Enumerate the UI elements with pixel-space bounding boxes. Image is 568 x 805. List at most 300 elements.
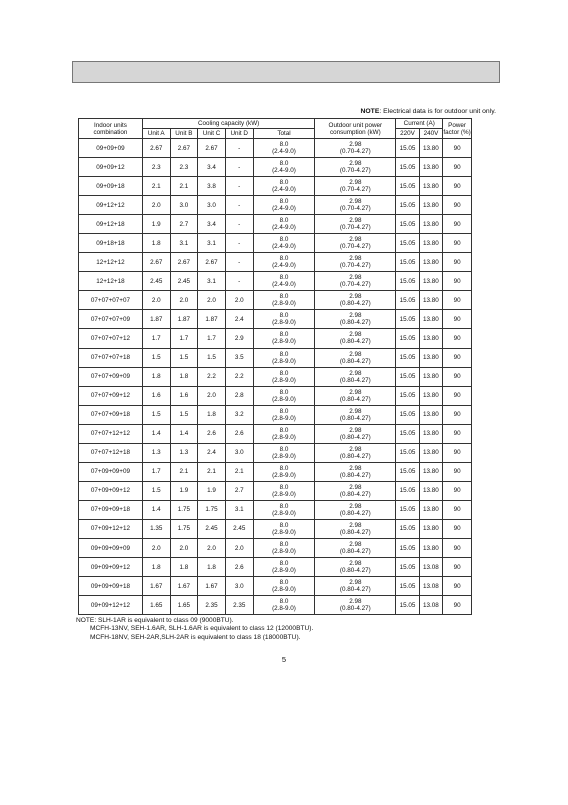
cell-combination xyxy=(79,196,143,215)
cell-current-240v-value: 13.80 xyxy=(423,544,439,552)
cell-unit-d xyxy=(225,443,253,462)
cell-current-220v-value: 15.05 xyxy=(399,144,416,152)
cell-current-240v xyxy=(419,481,442,500)
cell-power-factor-value: 90 xyxy=(453,239,461,247)
cell-unit-b xyxy=(170,139,198,158)
cell-current-240v-value: 13.80 xyxy=(423,468,439,476)
cell-current-240v xyxy=(419,443,442,462)
cell-power-factor-value: 90 xyxy=(453,144,461,152)
cell-current-220v xyxy=(396,424,419,443)
cell-power-consumption-value: (0.80-4.27) xyxy=(339,452,371,460)
header-cooling-capacity: Cooling capacity (kW) xyxy=(142,119,315,129)
cell-unit-a xyxy=(142,405,170,424)
cooling-capacity-table xyxy=(78,118,472,615)
cell-total-value: 8.0 xyxy=(279,579,289,587)
cell-current-220v xyxy=(396,443,419,462)
cell-total-value: (2.8-9.0) xyxy=(272,586,296,594)
cell-power-consumption-value: 2.98 xyxy=(349,350,362,358)
cell-power-consumption xyxy=(315,577,396,596)
cell-unit-d xyxy=(225,348,253,367)
cell-combination xyxy=(79,158,143,177)
cell-unit-c xyxy=(198,329,226,348)
cell-current-240v-value: 13.80 xyxy=(423,525,439,533)
cell-unit-d-value: - xyxy=(238,144,241,152)
table-row xyxy=(79,367,472,386)
electrical-note-text: : Electrical data is for outdoor unit only. xyxy=(379,108,496,115)
cell-current-220v xyxy=(396,462,419,481)
cell-unit-d xyxy=(225,253,253,272)
cell-unit-a-value: 1.6 xyxy=(151,392,161,400)
cell-power-factor-value: 90 xyxy=(453,296,461,304)
cell-unit-c-value: 3.1 xyxy=(207,277,216,285)
cell-combination xyxy=(79,329,143,348)
cell-power-consumption-value: (0.70-4.27) xyxy=(339,262,371,270)
cell-total-value: 8.0 xyxy=(279,312,289,320)
cell-unit-d-value: - xyxy=(238,182,241,190)
cell-unit-c-value: 1.8 xyxy=(207,411,216,419)
cell-current-220v-value: 15.05 xyxy=(399,354,416,362)
header-combination: Indoor units combination xyxy=(79,119,143,139)
cell-power-factor xyxy=(443,596,472,615)
cell-power-consumption-value: (0.80-4.27) xyxy=(339,490,371,498)
cell-unit-a-value: 1.5 xyxy=(151,411,161,419)
cell-combination xyxy=(79,424,143,443)
cell-unit-c-value: 2.0 xyxy=(207,544,216,552)
cell-current-220v-value: 15.05 xyxy=(399,258,416,266)
cell-total xyxy=(253,348,315,367)
cell-current-220v-value: 15.05 xyxy=(399,373,416,381)
cell-unit-a-value: 1.8 xyxy=(151,239,161,247)
cell-combination-value: 07+09+12+12 xyxy=(90,525,130,533)
cell-unit-d-value: - xyxy=(238,239,241,247)
cell-power-factor-value: 90 xyxy=(453,468,461,476)
footnote-line: NOTE: SLH-1AR is equivalent to class 09 (9000BTU). xyxy=(76,617,234,624)
cell-unit-d-value: - xyxy=(238,258,241,266)
cell-combination xyxy=(79,519,143,538)
cell-power-factor xyxy=(443,158,472,177)
cell-total xyxy=(253,310,315,329)
cell-unit-b xyxy=(170,386,198,405)
cell-unit-c xyxy=(198,234,226,253)
cell-power-consumption-value: 2.98 xyxy=(349,598,362,606)
cell-current-220v xyxy=(396,386,419,405)
cell-total-value: 8.0 xyxy=(279,445,289,453)
cell-combination xyxy=(79,367,143,386)
cell-power-consumption xyxy=(315,215,396,234)
cell-current-240v xyxy=(419,462,442,481)
cell-power-factor xyxy=(443,291,472,310)
cell-current-220v xyxy=(396,519,419,538)
cell-power-consumption xyxy=(315,158,396,177)
cell-unit-d-value: 2.0 xyxy=(234,544,244,552)
cell-unit-d xyxy=(225,558,253,577)
cell-total-value: (2.8-9.0) xyxy=(272,452,296,460)
cell-total-value: 8.0 xyxy=(279,407,289,415)
cell-power-consumption xyxy=(315,462,396,481)
cell-combination xyxy=(79,405,143,424)
cell-total-value: 8.0 xyxy=(279,198,289,206)
cell-power-consumption-value: (0.80-4.27) xyxy=(339,414,371,422)
cell-power-factor-value: 90 xyxy=(453,315,461,323)
cell-current-240v xyxy=(419,367,442,386)
cell-combination-value: 07+07+07+12 xyxy=(90,334,130,342)
cell-unit-d xyxy=(225,424,253,443)
cell-combination-value: 09+12+12 xyxy=(96,201,125,209)
cell-current-240v-value: 13.80 xyxy=(423,144,439,152)
cell-unit-d xyxy=(225,329,253,348)
cell-current-240v-value: 13.80 xyxy=(423,430,439,438)
cell-unit-c xyxy=(198,596,226,615)
cell-current-220v-value: 15.05 xyxy=(399,296,416,304)
cell-power-factor-value: 90 xyxy=(453,544,461,552)
cell-unit-b-value: 1.67 xyxy=(177,582,191,590)
cell-total xyxy=(253,234,315,253)
cell-power-factor-value: 90 xyxy=(453,430,461,438)
cell-unit-b-value: 1.75 xyxy=(177,506,191,514)
cell-unit-b-value: 1.6 xyxy=(179,392,189,400)
cell-unit-c xyxy=(198,386,226,405)
cell-combination xyxy=(79,500,143,519)
header-unit-c: Unit C xyxy=(198,129,226,139)
cell-power-consumption xyxy=(315,424,396,443)
cell-current-220v xyxy=(396,177,419,196)
cell-unit-c xyxy=(198,291,226,310)
cell-current-240v xyxy=(419,558,442,577)
cell-power-factor-value: 90 xyxy=(453,277,461,285)
cell-current-220v-value: 15.05 xyxy=(399,506,416,514)
cell-unit-d-value: 2.4 xyxy=(234,315,244,323)
cell-current-220v-value: 15.05 xyxy=(399,392,416,400)
cell-power-factor-value: 90 xyxy=(453,201,461,209)
cell-unit-b-value: 1.3 xyxy=(179,449,189,457)
cell-unit-c xyxy=(198,177,226,196)
cell-current-240v-value: 13.08 xyxy=(423,582,439,590)
cell-current-240v xyxy=(419,348,442,367)
cell-power-consumption-value: (0.80-4.27) xyxy=(339,548,371,555)
cell-power-consumption-value: 2.98 xyxy=(349,293,362,301)
cell-unit-a xyxy=(142,215,170,234)
cell-unit-a xyxy=(142,196,170,215)
cell-current-240v xyxy=(419,577,442,596)
header-unit-d: Unit D xyxy=(225,129,253,139)
cell-unit-a-value: 1.7 xyxy=(151,468,161,476)
cell-power-consumption-value: 2.98 xyxy=(349,445,362,453)
cell-power-consumption xyxy=(315,500,396,519)
cell-current-220v xyxy=(396,158,419,177)
cell-combination xyxy=(79,596,143,615)
cell-total xyxy=(253,329,315,348)
table-row xyxy=(79,500,472,519)
cell-current-240v-value: 13.80 xyxy=(423,334,439,342)
cell-current-220v-value: 15.05 xyxy=(399,487,416,495)
cell-total-value: 8.0 xyxy=(279,369,289,377)
cell-combination-value: 07+07+07+18 xyxy=(90,354,130,362)
table-row xyxy=(79,253,472,272)
cell-total-value: (2.8-9.0) xyxy=(272,548,296,555)
cell-unit-a-value: 1.3 xyxy=(151,449,161,457)
cell-unit-a-value: 1.7 xyxy=(151,334,161,342)
cell-unit-d-value: 3.5 xyxy=(234,354,244,362)
cell-power-factor-value: 90 xyxy=(453,163,461,171)
cell-power-consumption-value: (0.80-4.27) xyxy=(339,586,371,594)
cell-current-240v-value: 13.80 xyxy=(423,182,439,190)
cell-power-factor xyxy=(443,234,472,253)
table-row xyxy=(79,386,472,405)
cell-power-factor-value: 90 xyxy=(453,220,461,228)
cell-unit-b xyxy=(170,348,198,367)
cell-unit-b-value: 3.0 xyxy=(179,201,189,209)
cell-unit-c xyxy=(198,348,226,367)
table-row xyxy=(79,577,472,596)
cell-power-consumption-value: (0.80-4.27) xyxy=(339,395,371,403)
table-body xyxy=(79,139,472,615)
cell-power-consumption xyxy=(315,538,396,557)
cell-unit-b xyxy=(170,443,198,462)
cell-unit-d xyxy=(225,500,253,519)
cell-power-factor-value: 90 xyxy=(453,525,461,533)
cell-unit-d-value: 2.8 xyxy=(234,392,244,400)
cell-unit-d-value: 2.6 xyxy=(234,563,244,571)
cell-power-factor xyxy=(443,500,472,519)
cell-unit-c xyxy=(198,462,226,481)
cell-unit-c xyxy=(198,158,226,177)
cell-unit-c-value: 1.8 xyxy=(207,563,216,571)
header-power-consumption: Outdoor unit power consumption (kW) xyxy=(315,119,396,139)
cell-combination xyxy=(79,577,143,596)
cell-total-value: (2.8-9.0) xyxy=(272,605,296,613)
table-row xyxy=(79,424,472,443)
table-row xyxy=(79,139,472,158)
cell-combination xyxy=(79,348,143,367)
cell-total-value: 8.0 xyxy=(279,598,289,606)
cell-unit-a-value: 1.67 xyxy=(150,582,163,590)
cell-unit-b-value: 2.67 xyxy=(177,258,191,266)
header-power-factor: Power factor (%) xyxy=(443,119,472,139)
cell-total-value: 8.0 xyxy=(279,331,289,339)
cell-current-240v-value: 13.80 xyxy=(423,449,439,457)
cell-current-220v xyxy=(396,348,419,367)
cell-unit-a xyxy=(142,500,170,519)
cell-unit-a-value: 2.67 xyxy=(150,258,163,266)
cell-combination-value: 09+12+18 xyxy=(96,220,125,228)
cell-unit-a-value: 1.4 xyxy=(151,506,161,514)
cell-unit-a-value: 1.5 xyxy=(151,487,161,495)
table-row xyxy=(79,538,472,557)
cell-power-factor xyxy=(443,139,472,158)
cell-unit-d xyxy=(225,405,253,424)
cell-unit-c-value: 3.8 xyxy=(207,182,216,190)
cell-power-consumption xyxy=(315,405,396,424)
cell-unit-b xyxy=(170,481,198,500)
cell-combination-value: 07+09+09+12 xyxy=(90,487,130,495)
cell-unit-c xyxy=(198,272,226,291)
cell-combination-value: 09+09+09 xyxy=(96,144,125,152)
cell-unit-b-value: 2.0 xyxy=(179,544,189,552)
cell-unit-b xyxy=(170,329,198,348)
cell-unit-a xyxy=(142,310,170,329)
cell-combination-value: 12+12+12 xyxy=(96,258,125,266)
cell-unit-a xyxy=(142,577,170,596)
cell-unit-c xyxy=(198,215,226,234)
cell-combination xyxy=(79,462,143,481)
cell-power-consumption-value: 2.98 xyxy=(349,426,362,434)
cell-unit-c-value: 2.0 xyxy=(207,296,216,304)
cell-total-value: (2.8-9.0) xyxy=(272,395,296,403)
cell-current-240v xyxy=(419,424,442,443)
cell-unit-d-value: 2.0 xyxy=(234,296,244,304)
cell-total xyxy=(253,500,315,519)
cell-power-factor xyxy=(443,196,472,215)
cell-unit-a xyxy=(142,443,170,462)
table-row xyxy=(79,462,472,481)
cell-unit-b xyxy=(170,367,198,386)
cell-unit-d xyxy=(225,596,253,615)
cell-unit-b-value: 1.87 xyxy=(177,315,191,323)
cell-power-factor xyxy=(443,405,472,424)
cell-power-factor xyxy=(443,519,472,538)
cell-unit-d-value: 3.0 xyxy=(234,582,244,590)
cell-current-240v xyxy=(419,234,442,253)
cell-total-value: 8.0 xyxy=(279,521,289,529)
cell-total-value: 8.0 xyxy=(279,179,289,187)
cell-power-factor-value: 90 xyxy=(453,563,461,571)
cell-current-220v xyxy=(396,215,419,234)
cell-combination-value: 07+07+09+09 xyxy=(90,373,130,381)
cell-unit-c-value: 2.1 xyxy=(207,468,216,476)
cell-combination-value: 09+09+12 xyxy=(96,163,125,171)
cell-unit-b-value: 2.67 xyxy=(177,144,191,152)
table-row xyxy=(79,558,472,577)
cell-combination-value: 09+09+09+12 xyxy=(90,563,130,571)
cell-power-factor xyxy=(443,386,472,405)
cell-power-factor-value: 90 xyxy=(453,487,461,495)
cell-unit-d-value: 2.9 xyxy=(234,334,244,342)
cell-unit-a xyxy=(142,481,170,500)
cell-current-240v xyxy=(419,253,442,272)
table-row xyxy=(79,310,472,329)
cell-combination xyxy=(79,481,143,500)
cell-current-220v-value: 15.05 xyxy=(399,563,416,571)
cell-current-220v xyxy=(396,405,419,424)
cell-power-consumption-value: (0.80-4.27) xyxy=(339,319,371,327)
cell-unit-a-value: 2.45 xyxy=(150,277,163,285)
cell-unit-c xyxy=(198,538,226,557)
cell-total-value: (2.4-9.0) xyxy=(272,148,296,156)
cell-unit-d xyxy=(225,310,253,329)
cell-current-240v-value: 13.80 xyxy=(423,296,439,304)
cell-power-consumption-value: 2.98 xyxy=(349,579,362,587)
cell-power-consumption-value: 2.98 xyxy=(349,217,362,225)
cell-total-value: 8.0 xyxy=(279,274,289,282)
cell-total xyxy=(253,158,315,177)
cell-current-220v-value: 15.05 xyxy=(399,182,416,190)
cell-total xyxy=(253,462,315,481)
cell-current-220v xyxy=(396,329,419,348)
cell-total-value: 8.0 xyxy=(279,388,289,396)
cell-total-value: 8.0 xyxy=(279,483,289,491)
cell-combination xyxy=(79,177,143,196)
cell-total-value: 8.0 xyxy=(279,560,289,568)
cell-unit-b-value: 2.45 xyxy=(177,277,191,285)
cell-current-220v xyxy=(396,577,419,596)
cell-unit-b-value: 1.8 xyxy=(179,373,189,381)
cell-power-consumption-value: (0.70-4.27) xyxy=(339,243,371,251)
cell-combination-value: 09+09+18 xyxy=(96,182,125,190)
table-row xyxy=(79,348,472,367)
cell-power-consumption xyxy=(315,481,396,500)
cell-current-240v xyxy=(419,310,442,329)
cell-current-240v-value: 13.80 xyxy=(423,239,439,247)
cell-total-value: (2.8-9.0) xyxy=(272,490,296,498)
cell-unit-a-value: 1.5 xyxy=(151,354,161,362)
cell-total-value: 8.0 xyxy=(279,502,289,510)
cell-combination-value: 07+09+09+18 xyxy=(90,506,130,514)
cell-unit-c-value: 2.45 xyxy=(205,525,218,533)
cell-unit-a-value: 1.35 xyxy=(150,525,163,533)
cell-unit-a xyxy=(142,291,170,310)
cell-total-value: (2.8-9.0) xyxy=(272,319,296,327)
cell-current-240v xyxy=(419,538,442,557)
cell-current-220v-value: 15.05 xyxy=(399,411,416,419)
cell-unit-d-value: - xyxy=(238,220,241,228)
cell-current-240v xyxy=(419,177,442,196)
cell-unit-c xyxy=(198,139,226,158)
table-row xyxy=(79,481,472,500)
page-number: 5 xyxy=(281,655,287,664)
table-row xyxy=(79,519,472,538)
cell-current-240v xyxy=(419,215,442,234)
cell-power-consumption-value: (0.80-4.27) xyxy=(339,528,371,536)
cell-unit-c xyxy=(198,424,226,443)
cell-unit-a-value: 2.67 xyxy=(150,144,163,152)
cell-unit-a xyxy=(142,386,170,405)
cell-combination-value: 09+09+12+12 xyxy=(90,601,130,609)
cell-combination xyxy=(79,215,143,234)
cell-total-value: 8.0 xyxy=(279,141,289,149)
cell-combination-value: 12+12+18 xyxy=(96,277,125,285)
cell-power-factor xyxy=(443,272,472,291)
cell-unit-a xyxy=(142,158,170,177)
cell-total xyxy=(253,139,315,158)
cell-unit-a-value: 2.0 xyxy=(151,296,161,304)
cell-unit-a-value: 1.87 xyxy=(150,315,163,323)
cell-unit-a xyxy=(142,234,170,253)
cell-power-consumption-value: 2.98 xyxy=(349,560,362,568)
section-header-bar xyxy=(72,61,500,83)
cell-power-consumption-value: (0.80-4.27) xyxy=(339,300,371,308)
cell-power-consumption xyxy=(315,386,396,405)
cell-unit-c-value: 1.67 xyxy=(205,582,218,590)
cell-combination xyxy=(79,386,143,405)
cell-power-consumption xyxy=(315,139,396,158)
cell-unit-d xyxy=(225,538,253,557)
cell-current-240v-value: 13.80 xyxy=(423,411,439,419)
cell-power-factor xyxy=(443,424,472,443)
cell-current-220v-value: 15.05 xyxy=(399,525,416,533)
cell-power-consumption-value: (0.80-4.27) xyxy=(339,605,371,613)
cell-total-value: (2.8-9.0) xyxy=(272,357,296,365)
cell-power-consumption xyxy=(315,196,396,215)
cell-unit-a-value: 2.3 xyxy=(151,163,161,171)
cell-total xyxy=(253,538,315,557)
cell-unit-a xyxy=(142,348,170,367)
cell-current-240v-value: 13.08 xyxy=(423,601,439,609)
cell-current-220v-value: 15.05 xyxy=(399,277,416,285)
cell-current-220v-value: 15.05 xyxy=(399,334,416,342)
cell-power-consumption-value: 2.98 xyxy=(349,388,362,396)
cell-power-factor-value: 90 xyxy=(453,392,461,400)
cell-combination xyxy=(79,234,143,253)
